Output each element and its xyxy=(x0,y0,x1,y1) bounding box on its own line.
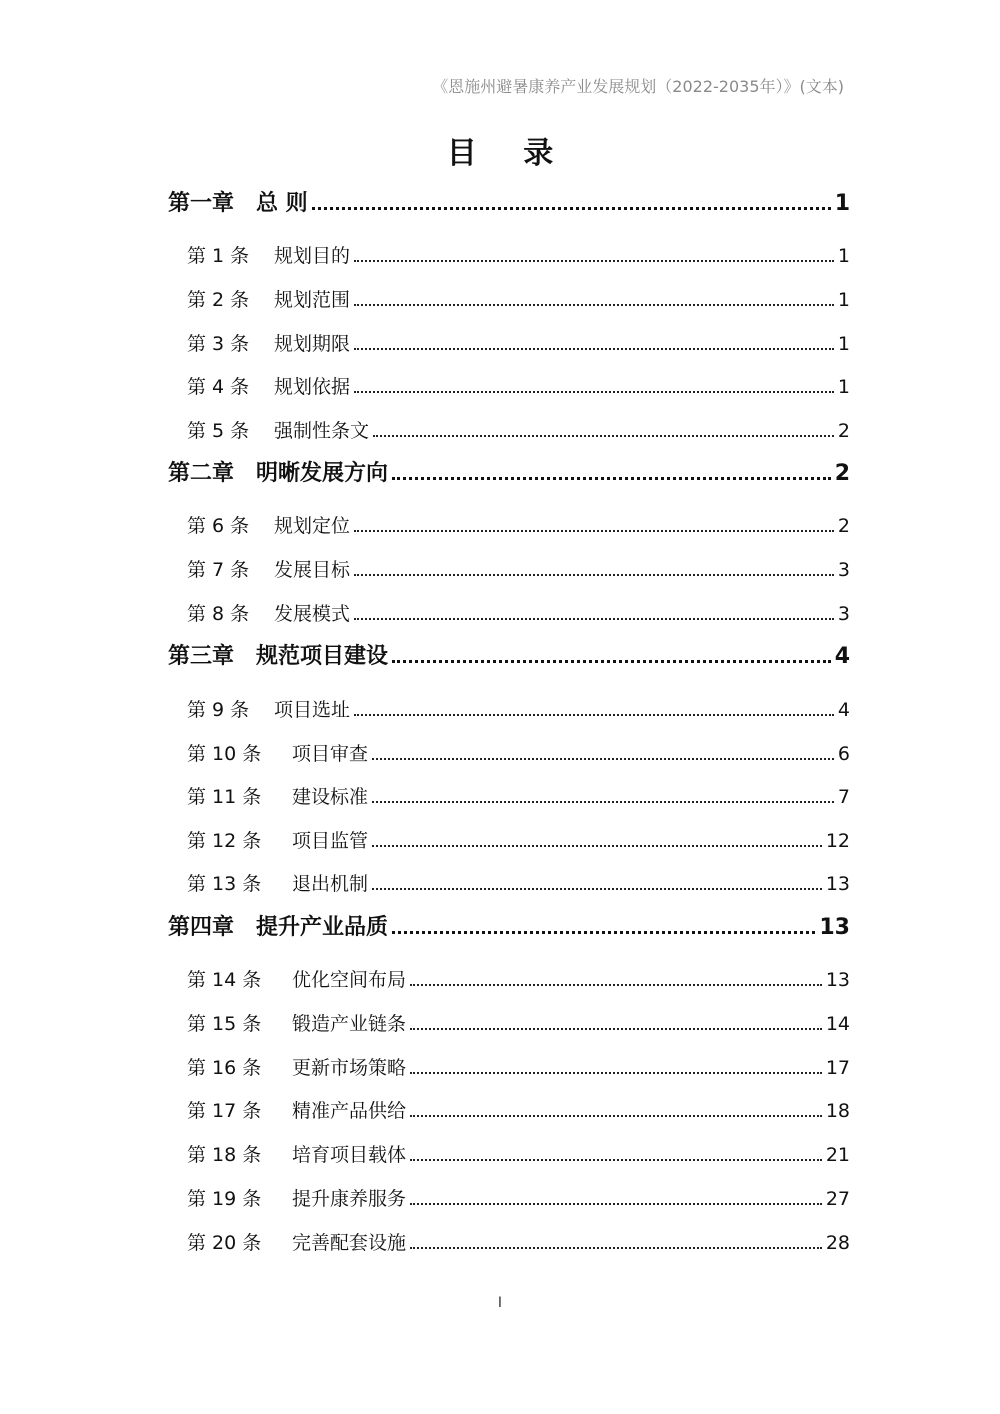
article-number: 第 16 条 xyxy=(187,1057,262,1079)
toc-article-13[interactable] xyxy=(187,869,850,899)
dot-leader xyxy=(410,1071,822,1074)
toc-article-2[interactable] xyxy=(187,285,850,315)
article-number: 第 3 条 xyxy=(187,333,250,355)
toc-chapter-1[interactable] xyxy=(168,186,850,220)
toc-article-20[interactable] xyxy=(187,1228,850,1258)
toc-chapter-4[interactable] xyxy=(168,910,850,944)
page-number: 2 xyxy=(837,420,850,442)
article-number: 第 12 条 xyxy=(187,830,262,852)
dot-leader xyxy=(372,800,834,803)
dot-leader xyxy=(410,1027,822,1030)
article-number: 第 5 条 xyxy=(187,420,250,442)
toc-article-9[interactable] xyxy=(187,695,850,725)
page-number: 17 xyxy=(825,1057,850,1079)
article-title: 强制性条文 xyxy=(274,420,370,442)
dot-leader xyxy=(410,1202,822,1205)
page-number: 18 xyxy=(825,1100,850,1122)
article-title: 更新市场策略 xyxy=(292,1057,407,1079)
page-number: 21 xyxy=(825,1144,850,1166)
article-number: 第 1 条 xyxy=(187,245,250,267)
article-title: 发展目标 xyxy=(274,559,351,581)
article-number: 第 14 条 xyxy=(187,969,262,991)
dot-leader xyxy=(354,573,834,576)
page-number: 2 xyxy=(837,515,850,537)
article-title: 规划依据 xyxy=(274,376,351,398)
article-title: 提升康养服务 xyxy=(292,1188,407,1210)
dot-leader xyxy=(354,303,834,306)
toc-article-16[interactable] xyxy=(187,1053,850,1083)
toc-article-14[interactable] xyxy=(187,965,850,995)
dot-leader xyxy=(410,983,822,986)
toc-article-11[interactable] xyxy=(187,782,850,812)
dot-leader xyxy=(373,434,834,437)
article-title: 培育项目载体 xyxy=(292,1144,407,1166)
toc-article-8[interactable] xyxy=(187,599,850,629)
page-number: 3 xyxy=(837,603,850,625)
toc-article-12[interactable] xyxy=(187,826,850,856)
article-number: 第 9 条 xyxy=(187,699,250,721)
toc-article-17[interactable] xyxy=(187,1096,850,1126)
article-number: 第 19 条 xyxy=(187,1188,262,1210)
page-number: 4 xyxy=(837,699,850,721)
dot-leader xyxy=(312,206,831,210)
chapter-number: 第二章 xyxy=(168,461,235,486)
article-title: 建设标准 xyxy=(292,786,369,808)
dot-leader xyxy=(410,1158,822,1161)
toc-article-3[interactable] xyxy=(187,329,850,359)
article-title: 规划定位 xyxy=(274,515,351,537)
article-title: 发展模式 xyxy=(274,603,351,625)
dot-leader xyxy=(410,1114,822,1117)
article-title: 退出机制 xyxy=(292,873,369,895)
article-title: 项目监管 xyxy=(292,830,369,852)
dot-leader xyxy=(354,259,834,262)
chapter-number: 第三章 xyxy=(168,644,235,669)
article-title: 完善配套设施 xyxy=(292,1232,407,1254)
article-title: 规划期限 xyxy=(274,333,351,355)
article-title: 锻造产业链条 xyxy=(292,1013,407,1035)
page-number: 2 xyxy=(834,461,850,486)
page-number: 1 xyxy=(837,245,850,267)
running-header: 《恩施州避暑康养产业发展规划（2022-2035年）》(文本) xyxy=(432,77,844,96)
toc-article-5[interactable] xyxy=(187,416,850,446)
page-number: 14 xyxy=(825,1013,850,1035)
toc-article-6[interactable] xyxy=(187,511,850,541)
dot-leader xyxy=(354,617,834,620)
toc-article-10[interactable] xyxy=(187,739,850,769)
toc-article-18[interactable] xyxy=(187,1140,850,1170)
article-title: 规划范围 xyxy=(274,289,351,311)
article-title: 规划目的 xyxy=(274,245,351,267)
dot-leader xyxy=(354,390,834,393)
page-number: 28 xyxy=(825,1232,850,1254)
chapter-number: 第一章 xyxy=(168,191,235,216)
article-number: 第 13 条 xyxy=(187,873,262,895)
chapter-title: 提升产业品质 xyxy=(256,915,389,940)
page-number: 1 xyxy=(834,191,850,216)
toc-title: 目 录 xyxy=(446,136,572,171)
article-title: 项目选址 xyxy=(274,699,351,721)
article-number: 第 7 条 xyxy=(187,559,250,581)
article-title: 项目审查 xyxy=(292,743,369,765)
article-title: 优化空间布局 xyxy=(292,969,407,991)
toc-chapter-3[interactable] xyxy=(168,639,850,673)
article-number: 第 2 条 xyxy=(187,289,250,311)
page-number: 3 xyxy=(837,559,850,581)
dot-leader xyxy=(410,1246,822,1249)
page-number: 4 xyxy=(834,644,850,669)
article-number: 第 18 条 xyxy=(187,1144,262,1166)
toc-article-1[interactable] xyxy=(187,241,850,271)
page-number: 1 xyxy=(837,376,850,398)
dot-leader xyxy=(372,887,822,890)
article-number: 第 15 条 xyxy=(187,1013,262,1035)
dot-leader xyxy=(372,757,834,760)
page-number: 13 xyxy=(825,969,850,991)
article-number: 第 10 条 xyxy=(187,743,262,765)
article-number: 第 11 条 xyxy=(187,786,262,808)
toc-article-19[interactable] xyxy=(187,1184,850,1214)
toc-article-7[interactable] xyxy=(187,555,850,585)
dot-leader xyxy=(372,844,822,847)
article-title: 精准产品供给 xyxy=(292,1100,407,1122)
article-number: 第 8 条 xyxy=(187,603,250,625)
dot-leader xyxy=(392,659,831,663)
article-number: 第 20 条 xyxy=(187,1232,262,1254)
page-number: 1 xyxy=(837,333,850,355)
page-number: 7 xyxy=(837,786,850,808)
article-number: 第 17 条 xyxy=(187,1100,262,1122)
chapter-title: 明晰发展方向 xyxy=(256,461,389,486)
page-number: 6 xyxy=(837,743,850,765)
page-number: 13 xyxy=(825,873,850,895)
toc-article-4[interactable] xyxy=(187,372,850,402)
article-number: 第 4 条 xyxy=(187,376,250,398)
page-number: 1 xyxy=(837,289,850,311)
dot-leader xyxy=(392,476,831,480)
dot-leader xyxy=(392,930,815,934)
page-number: 13 xyxy=(819,915,850,940)
toc-chapter-2[interactable] xyxy=(168,456,850,490)
chapter-number: 第四章 xyxy=(168,915,235,940)
page-footer-number: I xyxy=(497,1295,503,1311)
article-number: 第 6 条 xyxy=(187,515,250,537)
chapter-title: 总 则 xyxy=(256,191,308,216)
dot-leader xyxy=(354,713,834,716)
dot-leader xyxy=(354,347,834,350)
toc-article-15[interactable] xyxy=(187,1009,850,1039)
page-number: 12 xyxy=(825,830,850,852)
dot-leader xyxy=(354,529,834,532)
page-number: 27 xyxy=(825,1188,850,1210)
chapter-title: 规范项目建设 xyxy=(256,644,389,669)
